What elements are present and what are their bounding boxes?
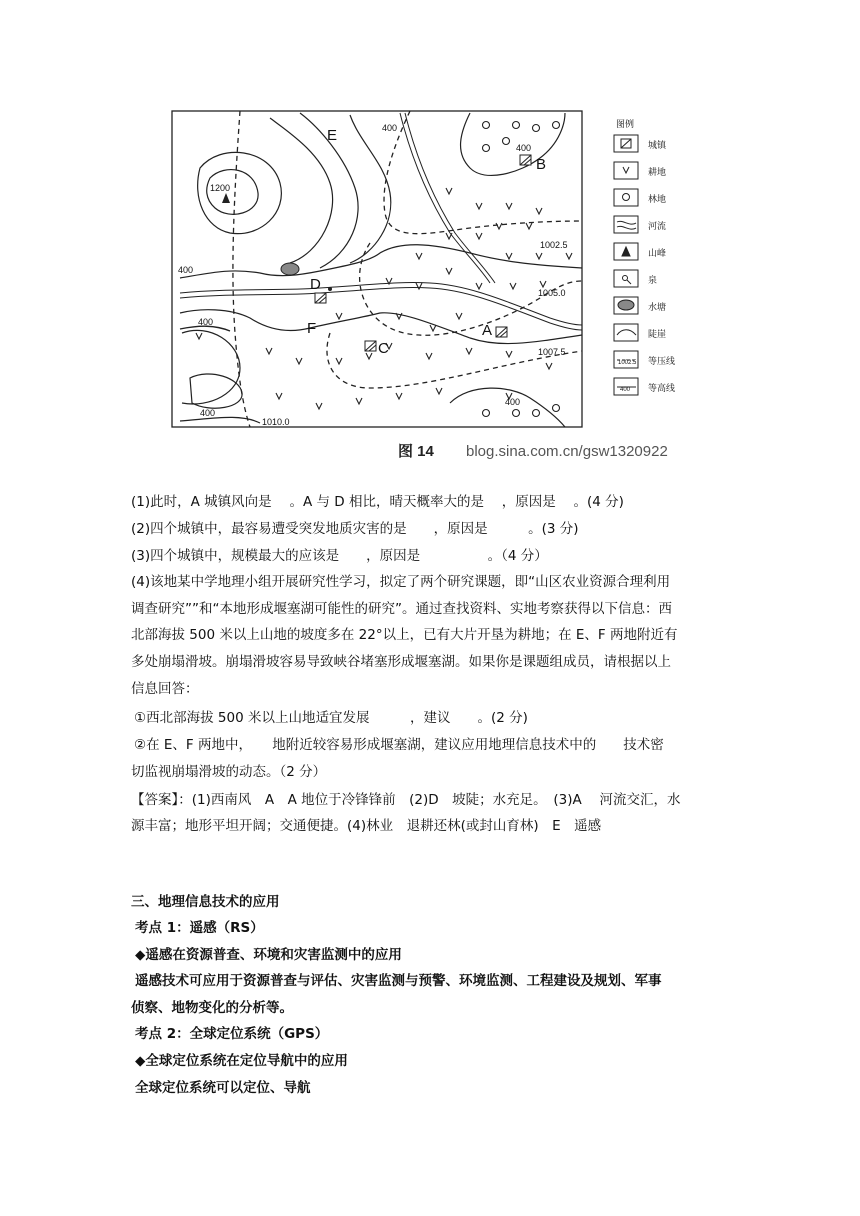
topic-1-heading: 考点 1：遥感（RS）	[135, 920, 264, 936]
legend-label-farmland: 耕地	[648, 167, 667, 177]
label-isobar-1010: 1010.0	[262, 417, 290, 427]
question-1: (1)此时，A 城镇风向是 。A 与 D 相比，晴天概率大的是 ，原因是 。(4 分)	[131, 494, 624, 510]
topic-1-subheading: ◆遥感在资源普查、环境和灾害监测中的应用	[135, 947, 402, 963]
map-figure	[170, 103, 710, 468]
legend-isobar-sample: 1002.5	[618, 360, 637, 366]
label-contour-400: 400	[516, 143, 532, 153]
question-3: (3)四个城镇中，规模最大的应该是 ，原因是 。（4 分）	[131, 548, 548, 564]
topic-2-subheading: ◆全球定位系统在定位导航中的应用	[135, 1053, 348, 1069]
pond-icon	[281, 263, 299, 275]
label-peak-1200: 1200	[210, 183, 231, 193]
label-isobar-1005: 1005.0	[538, 288, 566, 298]
answer-line-2: 源丰富；地形平坦开阔；交通便捷。(4)林业 退耕还林(或封山育林) E 遥感	[131, 818, 602, 834]
legend-contour-sample: 400	[620, 387, 631, 393]
topographic-map	[170, 103, 710, 468]
watermark: blog.sina.com.cn/gsw1320922	[466, 443, 668, 460]
legend-label-cliff: 陡崖	[648, 329, 667, 339]
question-4-line-4: 多处崩塌滑坡。崩塌滑坡容易导致峡谷堵塞形成堰塞湖。如果你是课题组成员，请根据以上	[131, 654, 671, 670]
legend-label-peak: 山峰	[648, 248, 667, 258]
label-contour-400: 400	[505, 397, 521, 407]
figure-caption: 图 14	[398, 443, 434, 460]
question-4-line-2: 调查研究””和“本地形成堰塞湖可能性的研究”。通过查找资料、实地考察获得以下信息：西	[131, 601, 672, 617]
topic-1-text-line-2: 侦察、地物变化的分析等。	[131, 1000, 293, 1016]
farmland-marks	[196, 188, 572, 409]
question-4-sub-a: ①西北部海拔 500 米以上山地适宜发展 ，建议 。(2 分)	[134, 710, 528, 726]
label-contour-400: 400	[178, 265, 194, 275]
label-contour-400: 400	[200, 408, 216, 418]
label-c: C	[378, 340, 389, 357]
label-isobar-1002: 1002.5	[540, 240, 568, 250]
label-contour-400: 400	[198, 317, 214, 327]
section-title: 三、地理信息技术的应用	[131, 894, 280, 910]
label-isobar-1007: 1007.5	[538, 347, 566, 357]
legend-label-forest: 林地	[648, 194, 667, 204]
label-contour-400: 400	[382, 123, 398, 133]
topic-1-text-line-1: 遥感技术可应用于资源普查与评估、灾害监测与预警、环境监测、工程建设及规划、军事	[135, 973, 662, 989]
forest-marks	[483, 122, 560, 417]
legend-title: 图例	[616, 119, 635, 129]
label-f: F	[307, 320, 317, 337]
topic-2-heading: 考点 2：全球定位系统（GPS）	[135, 1026, 329, 1042]
question-4-line-5: 信息回答：	[131, 681, 199, 697]
question-2: (2)四个城镇中，最容易遭受突发地质灾害的是 ，原因是 。(3 分)	[131, 521, 579, 537]
question-4-line-1: (4)该地某中学地理小组开展研究性学习，拟定了两个研究课题，即“山区农业资源合理利用	[131, 574, 671, 590]
question-4-sub-b-line-2: 切监视崩塌滑坡的动态。（2 分）	[131, 764, 327, 780]
question-4-line-3: 北部海拔 500 米以上山地的坡度多在 22°以上，已有大片开垦为耕地；在 E、F 两地附近有	[131, 627, 678, 643]
label-a: A	[482, 322, 493, 339]
peak-icon	[222, 193, 230, 203]
legend-label-pond: 水塘	[648, 302, 667, 312]
legend-label-contour: 等高线	[648, 383, 676, 393]
town-marks	[315, 155, 531, 351]
topic-2-text: 全球定位系统可以定位、导航	[135, 1080, 311, 1096]
map-legend	[614, 118, 675, 395]
label-d: D	[310, 276, 321, 293]
legend-label-town: 城镇	[648, 140, 667, 150]
question-4-sub-b-line-1: ②在 E、F 两地中， 地附近较容易形成堰塞湖，建议应用地理信息技术中的 技术密	[134, 737, 664, 753]
legend-label-spring: 泉	[648, 275, 658, 285]
legend-label-river: 河流	[648, 221, 667, 231]
label-b: B	[536, 156, 547, 173]
legend-label-isobar: 等压线	[648, 356, 676, 366]
spring-icon	[328, 287, 332, 291]
answer-line-1: 【答案】：(1)西南风 A A 地位于冷锋锋前 (2)D 坡陡；水充足。 (3)A 河流交汇，水	[131, 792, 681, 808]
label-e: E	[327, 127, 338, 144]
